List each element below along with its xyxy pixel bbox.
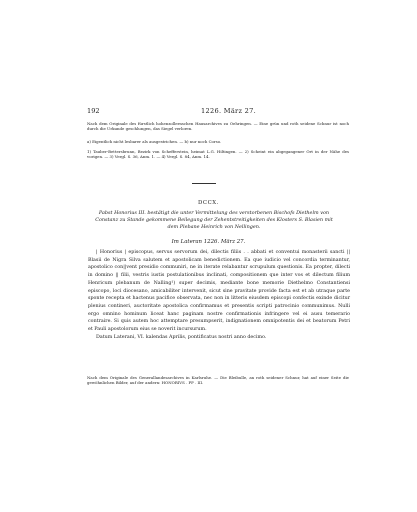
body-paragraph: | Honorius | episcopus, servus servorum dei, dilectis filiis . . abbati et conventui monasterii sancti || Blasii de Nigra Silva salutem et apostolicam benedictionem. Ea que iudicio vel concordia terminantur, apostolico con||vent presidio communiri, ne in iterate relabantur scrupulum questionis. Ea propter, dilecti in domino || filii, vestris iustis postulationibus inclinati, compositionem que inter vos et dilectum filium Henricum plebanum de Nalling¹) super decimis, mediante bone memorie Diethelmo Constantiensi episcopo, loci diocesano, amicabiliter intervenit, sicut sine pravitate provide facta est et ab utraque parte sponte recepta et hactenus pacifice observata, nec non in litteris eiusdem episcopi confectis exinde dicitur plenius contineri, auctoritate apostolica confirmamus et presentis scripti patrocinio communimus. Nulli ergo omnino hominum liceat hanc paginam nostre confirmationis infringere vel ei ausu temerario contraire. Si quis autem hoc attemptare presumpserit, indignationem omnipotentis dei et beatorum Petri et Pauli apostolorum eius se noverit incursurum.: [88, 250, 350, 333]
source-note-top: Nach dem Originale des fürstlich hohenzollernschen Hausarchives zu Oehringen. — Eine grün und roth seidene Schnur ist noch durch die Urkunde geschlungen, das Siegel verloren.: [87, 121, 349, 132]
variant-note-top: a) Eigentlich nicht lesbarer als ausgestrichen. — b) nur noch Corso.: [87, 139, 222, 144]
running-header: [87, 107, 351, 117]
header-date: 1226. März 27.: [201, 107, 257, 115]
place-date-line: Im Lateran 1226. März 27.: [171, 239, 246, 245]
footnotes-top: 1) Tauber-Bettersbrunn, Bezirk von Schefferstein, heimat L.G. Hiltingen. — 2) Scheint ein abgegangener Ort in der Nähe des vorigen. — 3) Vergl. S. 36, Anm. 1. — 4) Vergl. S. 84, Anm. 14.: [87, 149, 349, 160]
source-note-bottom: Nach dem Originale des Generallandesarchives in Karlsruhe. — Die Bleibulle, an roth seidener Schnur, hat auf einer Seite die gewöhnlichen Bilder, auf der andern: HONORIVS . PP . III.: [87, 375, 349, 386]
page-number: 192: [87, 107, 100, 115]
document-body: [88, 249, 350, 341]
document-number: DCCX.: [197, 200, 220, 206]
dating-clause: Datum Laterani, VI. kalendas Aprilis, pontificatus nostri anno decimo.: [96, 334, 267, 340]
section-divider: [192, 183, 216, 184]
document-summary: Pabst Honorius III. bestätigt die unter Vermittelung des verstorbenen Bischofs Diethelm von Constanz zu Stande gekommene Beilegung der Zehentstreitigkeiten des Klosters S. Blasien mit dem Plebane Heinrich von Nellingen.: [95, 210, 333, 231]
